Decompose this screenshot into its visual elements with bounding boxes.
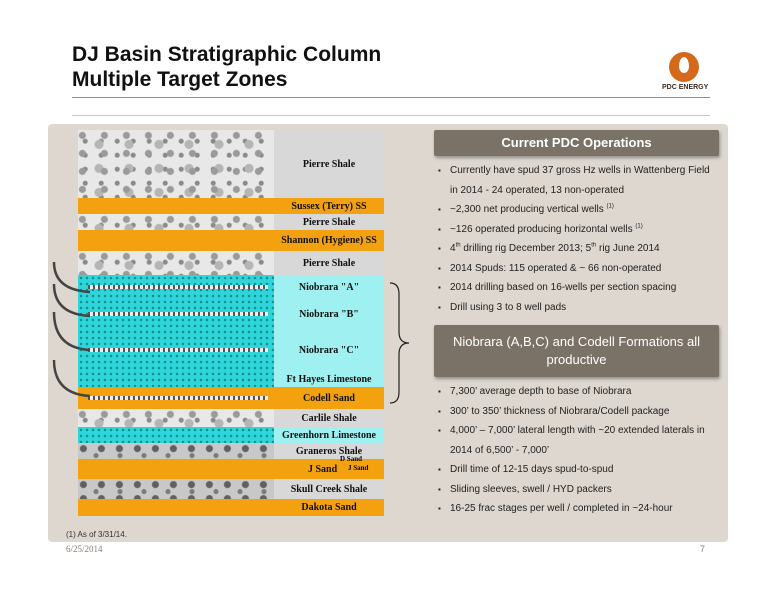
productive-zone-brace [388, 282, 410, 404]
layer-label: Pierre Shale [274, 251, 384, 275]
layer-codell-sand [78, 387, 384, 409]
layer-pattern [78, 387, 274, 409]
list-item: ▪ 7,300’ average depth to base of Niobrara [436, 382, 716, 402]
list-item: ▪ 16-25 frac stages per well / completed in ~24-hour [436, 499, 716, 519]
layer-pierre-shale-2 [78, 214, 384, 230]
layer-label: Niobrara "B" [274, 299, 384, 329]
layer-skull-creek-shale [78, 479, 384, 499]
ordinal-suffix: th [455, 242, 461, 249]
wellbore-curves [52, 262, 92, 412]
layer-niobrara-b [78, 299, 384, 329]
title-divider [72, 97, 710, 98]
layer-label: Sussex (Terry) SS [274, 198, 384, 214]
lateral-wellbore [88, 285, 268, 289]
layer-pattern [78, 299, 274, 329]
list-item: ▪ 4,000’ – 7,000’ lateral length with ~20 extended laterals in 2014 of 6,500’ - 7,000’ [436, 421, 716, 460]
pdc-energy-logo [662, 52, 710, 98]
layer-label: Ft Hayes Limestone [274, 371, 384, 387]
list-item [436, 220, 716, 240]
list-item: ▪ Sliding sleeves, swell / HYD packers [436, 480, 716, 500]
layer-pattern [78, 409, 274, 427]
footnote-ref: (1) [635, 223, 643, 230]
layer-j-sand [78, 459, 384, 479]
layer-pattern [78, 329, 274, 371]
lateral-wellbore [88, 312, 268, 316]
list-item: ▪ Drill time of 12-15 days spud-to-spud [436, 460, 716, 480]
layer-pattern [78, 214, 274, 230]
layer-graneros-shale [78, 443, 384, 459]
layer-pattern [78, 443, 274, 459]
layer-label: Niobrara "A" [274, 275, 384, 299]
d-sand-label: D Sand [340, 455, 362, 463]
layer-pattern [78, 499, 274, 516]
layer-label: Graneros Shale [274, 443, 384, 459]
layer-label: J Sand [274, 459, 384, 479]
list-item [436, 239, 716, 259]
logo-text: PDC ENERGY [662, 84, 709, 91]
layer-pattern [78, 251, 274, 275]
slide-date: 6/25/2014 [66, 544, 103, 554]
item-text: drilling rig December 2013; 5 [460, 243, 592, 254]
layer-label: Pierre Shale [274, 214, 384, 230]
layer-pattern [78, 371, 274, 387]
layer-label: Shannon (Hygiene) SS [274, 230, 384, 251]
title-line-2: Multiple Target Zones [72, 68, 288, 91]
stratigraphic-column [78, 130, 384, 516]
formations-header-text: Niobrara (A,B,C) and Codell Formations all productive [452, 334, 701, 367]
layer-label: Skull Creek Shale [274, 479, 384, 499]
ops-list [436, 161, 716, 317]
layer-pattern [78, 479, 274, 499]
j-sand-small-label: J Sand [348, 464, 369, 472]
layer-label: Codell Sand [274, 387, 384, 409]
formations-list [436, 382, 716, 519]
lateral-wellbore [88, 396, 268, 400]
footnote-ref: (1) [606, 203, 614, 210]
formations-header [434, 325, 719, 377]
slide-title [72, 42, 381, 92]
layer-label: Niobrara "C" [274, 329, 384, 371]
list-item: ▪ 300’ to 350’ thickness of Niobrara/Codell package [436, 402, 716, 422]
layer-ft-hayes-limestone [78, 371, 384, 387]
layer-niobrara-a [78, 275, 384, 299]
layer-niobrara-c [78, 329, 384, 371]
flame-drop-icon [669, 52, 699, 82]
layer-greenhorn-limestone [78, 427, 384, 443]
layer-pierre-shale-3 [78, 251, 384, 275]
list-item: ▪ 2014 Spuds: 115 operated & ~ 66 non-operated [436, 259, 716, 279]
ops-header: Current PDC Operations [434, 130, 719, 156]
footnote: (1) As of 3/31/14. [66, 530, 127, 539]
layer-label: Dakota Sand [274, 499, 384, 516]
list-item: ▪ Drill using 3 to 8 well pads [436, 298, 716, 318]
layer-pattern [78, 427, 274, 443]
layer-pattern [78, 230, 274, 251]
item-text: ~2,300 net producing vertical wells [450, 204, 604, 215]
page-number: 7 [700, 544, 706, 554]
layer-carlile-shale [78, 409, 384, 427]
layer-sussex-ss [78, 198, 384, 214]
ordinal-suffix: th [591, 242, 597, 249]
list-item: ▪ 2014 drilling based on 16-wells per section spacing [436, 278, 716, 298]
layer-pierre-shale-1 [78, 130, 384, 198]
layer-pattern [78, 130, 274, 198]
title-divider-secondary [72, 115, 710, 116]
layer-pattern [78, 459, 274, 479]
lateral-wellbore [88, 348, 268, 352]
list-item: ▪ Currently have spud 37 gross Hz wells in Wattenberg Field in 2014 - 24 operated, 13 non-operated [436, 161, 716, 200]
item-text: rig June 2014 [596, 243, 660, 254]
layer-pattern [78, 275, 274, 299]
layer-label: Greenhorn Limestone [274, 427, 384, 443]
layer-label: Carlile Shale [274, 409, 384, 427]
layer-pattern [78, 198, 274, 214]
layer-dakota-sand [78, 499, 384, 516]
layer-label: Pierre Shale [274, 130, 384, 198]
title-line-1: DJ Basin Stratigraphic Column [72, 43, 382, 66]
item-text: ~126 operated producing horizontal wells [450, 223, 633, 235]
list-item [436, 200, 716, 220]
item-text: 4 [450, 243, 456, 254]
layer-shannon-ss [78, 230, 384, 251]
